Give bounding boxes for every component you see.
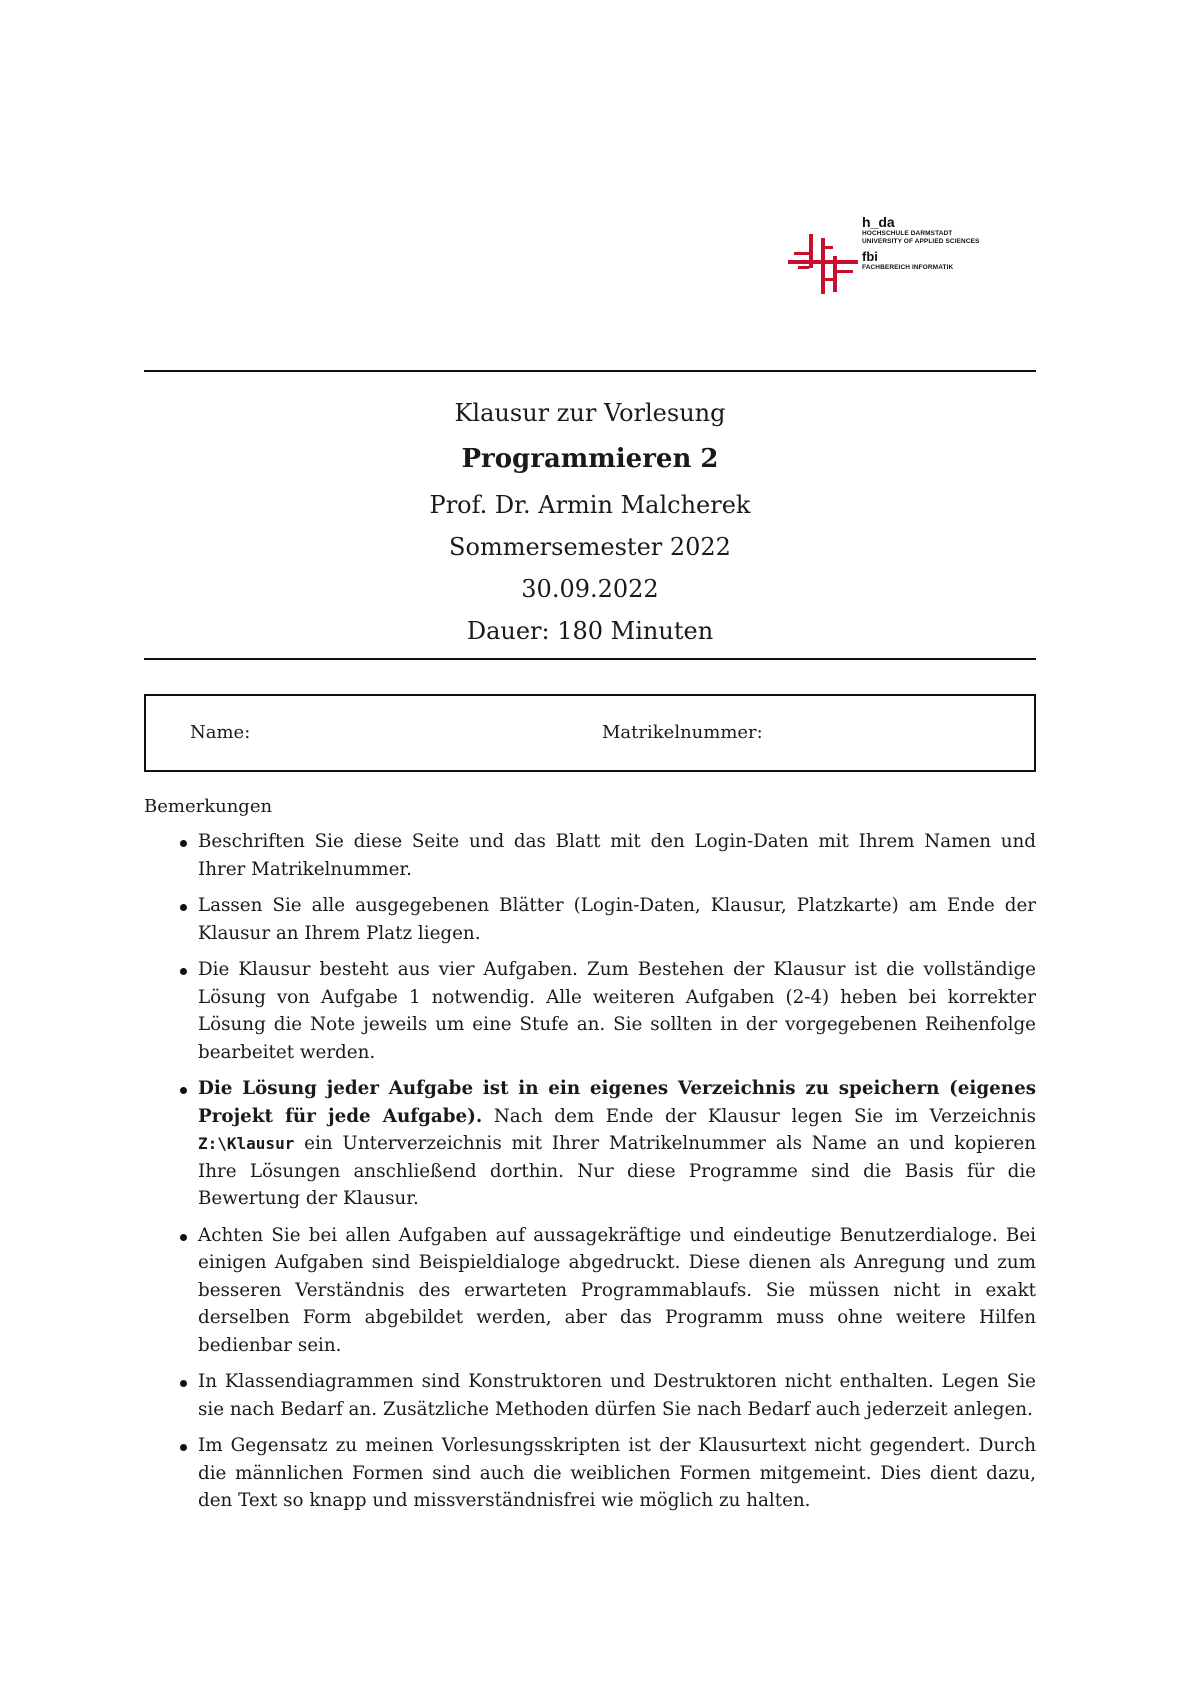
logo-line-1: HOCHSCHULE DARMSTADT — [862, 230, 953, 237]
remark-item: Achten Sie bei allen Aufgaben auf aussagekräftige und eindeutige Benutzerdialoge. Bei einigen Aufgaben sind Beispieldialoge abgedruckt. Diese dienen als Anregung und zum besseren Verständnis des erwarteten Programmablaufs. Sie müssen nicht in exakt derselben Form abgebildet werden, aber das Programm muss ohne weitere Hilfen bedienbar sein. — [144, 1222, 1036, 1360]
professor-name: Prof. Dr. Armin Malcherek — [429, 491, 751, 519]
student-info-box[interactable] — [144, 694, 1036, 772]
exam-subtitle: Klausur zur Vorlesung — [454, 399, 726, 427]
remark-item: Lassen Sie alle ausgegebenen Blätter (Login-Daten, Klausur, Platzkarte) am Ende der Klausur an Ihrem Platz liegen. — [144, 892, 1036, 947]
hda-cross-logo-icon — [788, 234, 858, 294]
title-block — [144, 392, 1036, 652]
logo-line-2: UNIVERSITY OF APPLIED SCIENCES — [862, 238, 980, 245]
remark-item — [144, 1075, 1036, 1213]
remarks-list — [144, 828, 1036, 1524]
bottom-divider — [144, 658, 1036, 660]
exam-date: 30.09.2022 — [521, 575, 659, 603]
logo-brand: h_da — [862, 214, 895, 230]
course-title: Programmieren 2 — [461, 444, 719, 474]
remark-text: ein Unterverzeichnis mit Ihrer Matrikelnummer als Name an und kopieren Ihre Lösungen anschließend dorthin. Nur diese Programme sind die Basis für die Bewertung der Klausur. — [198, 1133, 1037, 1209]
logo-department: FACHBEREICH INFORMATIK — [862, 264, 954, 271]
remarks-heading: Bemerkungen — [144, 796, 273, 817]
remark-text: Nach dem Ende der Klausur legen Sie im Verzeichnis — [493, 1105, 1037, 1127]
exam-directory-path: Z:\Klausur — [198, 1134, 295, 1153]
top-divider — [144, 370, 1036, 372]
remark-bold-text: Die Lösung jeder Aufgabe ist in ein eigenes Verzeichnis zu speichern (eigenes Projekt für jede Aufgabe). — [198, 1078, 1036, 1127]
name-label: Name: — [190, 722, 251, 743]
university-logo — [788, 214, 1018, 294]
matrikel-label: Matrikelnummer: — [602, 722, 763, 743]
remark-item: Die Klausur besteht aus vier Aufgaben. Zum Bestehen der Klausur ist die vollständige Lösung von Aufgabe 1 notwendig. Alle weiteren Aufgaben (2-4) heben bei korrekter Lösung die Note jeweils um eine Stufe an. Sie sollten in der vorgegebenen Reihenfolge bearbeitet werden. — [144, 956, 1036, 1066]
remark-item: In Klassendiagrammen sind Konstruktoren und Destruktoren nicht enthalten. Legen Sie sie nach Bedarf an. Zusätzliche Methoden dürfen Sie nach Bedarf auch jederzeit anlegen. — [144, 1368, 1036, 1423]
exam-duration: Dauer: 180 Minuten — [466, 617, 714, 645]
semester: Sommersemester 2022 — [449, 533, 731, 561]
remark-item: Beschriften Sie diese Seite und das Blatt mit den Login-Daten mit Ihrem Namen und Ihrer Matrikelnummer. — [144, 828, 1036, 883]
logo-department-short: fbi — [862, 249, 878, 264]
remark-item: Im Gegensatz zu meinen Vorlesungsskripten ist der Klausurtext nicht gegendert. Durch die männlichen Formen sind auch die weiblichen Formen mitgemeint. Dies dient dazu, den Text so knapp und missverständnisfrei wie möglich zu halten. — [144, 1432, 1036, 1515]
